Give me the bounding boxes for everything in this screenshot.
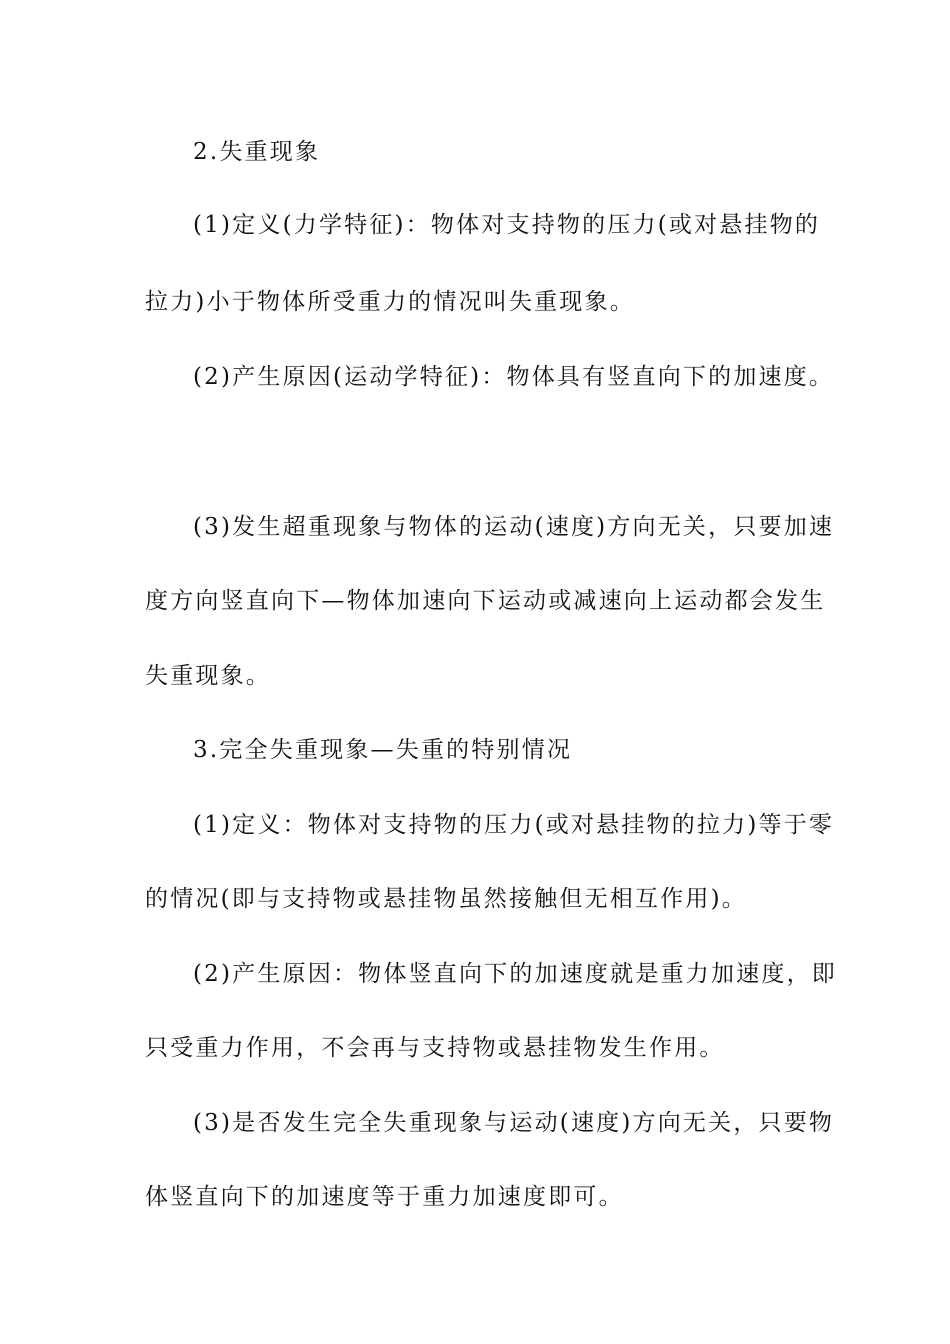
- paragraph-line: 拉力)小于物体所受重力的情况叫失重现象。: [145, 289, 635, 315]
- paragraph-line: 度方向竖直向下—物体加速向下运动或减速向上运动都会发生: [145, 588, 826, 614]
- paragraph-line: (2)产生原因：物体竖直向下的加速度就是重力加速度，即: [193, 961, 837, 987]
- paragraph-line: 失重现象。: [145, 663, 271, 689]
- paragraph-line: (1)定义(力学特征)：物体对支持物的压力(或对悬挂物的: [193, 212, 821, 238]
- paragraph-line: 的情况(即与支持物或悬挂物虽然接触但无相互作用)。: [145, 886, 747, 912]
- paragraph-line: (2)产生原因(运动学特征)：物体具有竖直向下的加速度。: [193, 364, 835, 390]
- paragraph-line: 只受重力作用，不会再与支持物或悬挂物发生作用。: [145, 1035, 725, 1061]
- section-heading-complete-weightlessness: 3.完全失重现象—失重的特别情况: [193, 737, 573, 763]
- paragraph-line: (3)发生超重现象与物体的运动(速度)方向无关，只要加速: [193, 514, 835, 540]
- paragraph-line: (1)定义：物体对支持物的压力(或对悬挂物的拉力)等于零: [193, 812, 835, 838]
- section-heading-weightlessness: 2.失重现象: [193, 139, 321, 165]
- paragraph-line: (3)是否发生完全失重现象与运动(速度)方向无关，只要物: [193, 1110, 835, 1136]
- paragraph-line: 体竖直向下的加速度等于重力加速度即可。: [145, 1184, 624, 1210]
